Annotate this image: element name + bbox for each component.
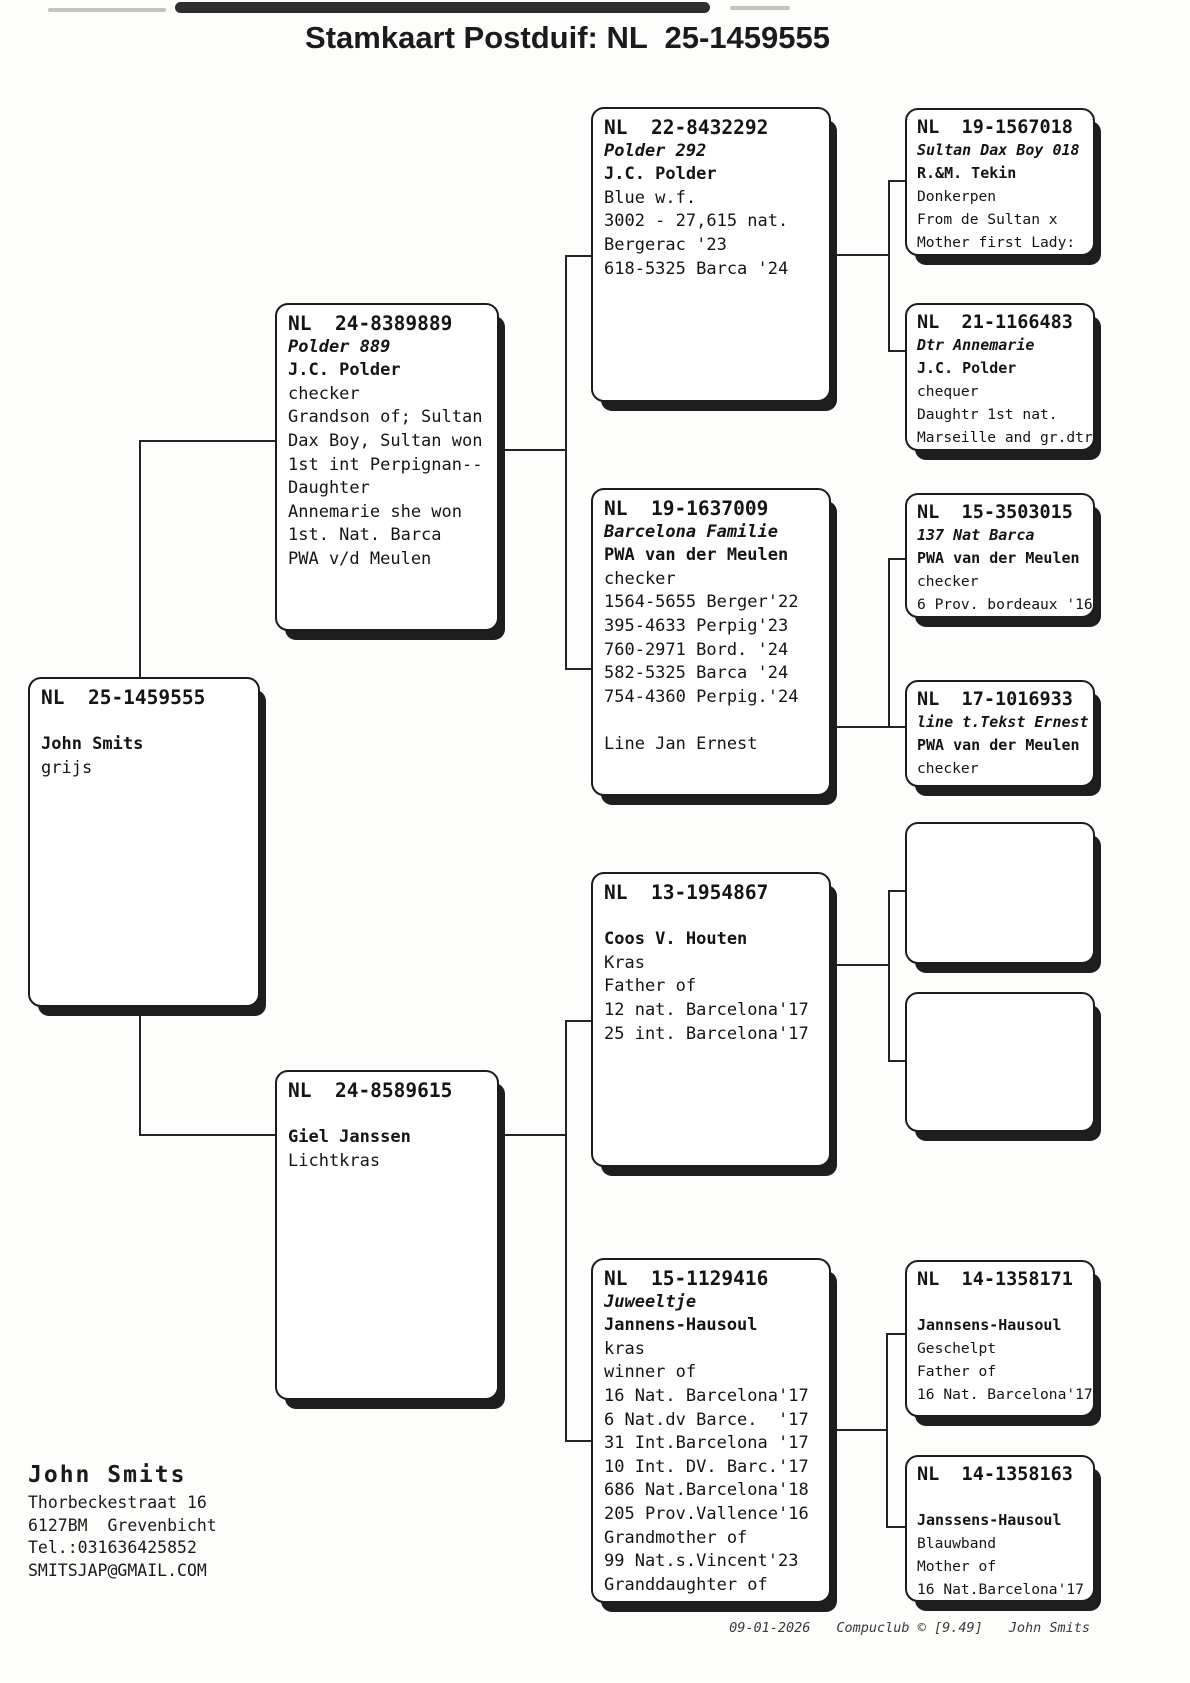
pedigree-row: winner of: [604, 1362, 697, 1383]
connector-line: [888, 726, 905, 728]
pedigree-box-nl-13-1954867: [591, 872, 831, 1167]
pedigree-row: NL 19-1637009: [604, 497, 769, 520]
pedigree-row: NL 15-1129416: [604, 1267, 769, 1290]
pedigree-row: Janssens-Hausoul: [917, 1511, 1062, 1529]
pedigree-row: grijs: [41, 757, 93, 778]
connector-line: [886, 1333, 905, 1335]
pedigree-row: Mother of: [917, 1558, 997, 1575]
pedigree-row: 6 Nat.dv Barce. '17: [604, 1409, 809, 1430]
pedigree-row: [917, 1486, 1083, 1509]
pedigree-row: Juweeltje: [604, 1291, 697, 1312]
pedigree-box-nl-15-3503015: [905, 493, 1095, 618]
pedigree-row: Blauwband: [917, 1535, 997, 1552]
pedigree-row: PWA van der Meulen: [604, 545, 789, 566]
pedigree-box-dam-nl-24-8589615: [275, 1070, 499, 1400]
pedigree-row: 1564-5655 Berger'22: [604, 592, 799, 613]
pedigree-row: PWA van der Meulen: [917, 549, 1080, 567]
pedigree-row: line t.Tekst Ernest: [917, 713, 1089, 731]
pedigree-row: NL 21-1166483: [917, 312, 1073, 333]
pedigree-row: 16 Nat.Barcelona'17: [917, 1581, 1084, 1598]
owner-address-line1: Thorbeckestraat 16: [28, 1493, 207, 1512]
pedigree-row: 395-4633 Perpig'23: [604, 615, 789, 636]
pedigree-row: checker: [604, 568, 676, 589]
pedigree-row: John Smits: [41, 734, 144, 755]
pedigree-row: Daughtr 1st nat.: [917, 406, 1058, 423]
pedigree-box-nl-14-1358171: [905, 1260, 1095, 1417]
pedigree-row: Daughter: [288, 478, 370, 499]
pedigree-row: checker: [917, 760, 979, 777]
pedigree-row: [41, 710, 247, 734]
pedigree-row: J.C. Polder: [917, 359, 1017, 377]
pedigree-row: Annemarie she won: [288, 501, 462, 522]
pedigree-row: Grandmother of: [604, 1527, 748, 1548]
connector-line: [565, 1020, 591, 1022]
connector-line: [886, 1333, 888, 1528]
connector-line: [831, 964, 889, 966]
pedigree-row: 760-2971 Bord. '24: [604, 639, 789, 660]
pedigree-row: J.C. Polder: [288, 360, 401, 381]
scan-artifact-streak: [730, 6, 790, 10]
pedigree-box-nl-19-1637009: [591, 488, 831, 796]
pedigree-row: Sultan Dax Boy 018: [917, 141, 1080, 159]
pedigree-box-nl-15-1129416: [591, 1258, 831, 1603]
pedigree-box-sire-nl-24-8389889: [275, 303, 499, 631]
pedigree-row: Line Jan Ernest: [604, 733, 758, 754]
pedigree-row: 1st int Perpignan--: [288, 454, 483, 475]
connector-line: [565, 668, 591, 670]
connector-line: [888, 890, 905, 892]
pedigree-row: [917, 1291, 1083, 1314]
pedigree-row: NL 25-1459555: [41, 686, 206, 709]
pedigree-row: Dax Boy, Sultan won: [288, 430, 483, 451]
pedigree-box-empty-top: [905, 822, 1095, 964]
footer-date: 09-01-2026: [729, 1620, 811, 1636]
connector-line: [139, 440, 275, 442]
pedigree-row: NL 19-1567018: [917, 117, 1073, 138]
pedigree-row: NL 14-1358171: [917, 1269, 1073, 1290]
pedigree-row: NL 13-1954867: [604, 881, 769, 904]
pedigree-row: NL 24-8589615: [288, 1079, 453, 1102]
pedigree-row: Barcelona Familie: [604, 521, 778, 542]
connector-line: [888, 350, 905, 352]
owner-name: John Smits: [28, 1462, 187, 1488]
pedigree-row: Polder 292: [604, 140, 707, 161]
pedigree-row: 205 Prov.Vallence'16: [604, 1503, 809, 1524]
pedigree-row: 582-5325 Barca '24: [604, 663, 789, 684]
footer-owner: John Smits: [1008, 1620, 1090, 1636]
pedigree-row: 6 Prov. bordeaux '16: [917, 596, 1093, 613]
scan-artifact-streak: [48, 8, 166, 12]
pedigree-row: 31 Int.Barcelona '17: [604, 1433, 809, 1454]
pedigree-row: J.C. Polder: [604, 164, 717, 185]
pedigree-row: From de Sultan x: [917, 211, 1058, 228]
pedigree-row: 618-5325 Barca '24: [604, 258, 789, 279]
pedigree-row: 25 int. Barcelona'17: [604, 1023, 809, 1044]
pedigree-box-subject-nl-25-1459555: [28, 677, 260, 1007]
pedigree-row: 137 Nat Barca: [917, 526, 1035, 544]
connector-line: [886, 1526, 905, 1528]
pedigree-row: Father of: [917, 1363, 997, 1380]
pedigree-row: PWA v/d Meulen: [288, 548, 432, 569]
pedigree-box-nl-21-1166483: [905, 303, 1095, 451]
pedigree-row: 754-4360 Perpig.'24: [604, 686, 799, 707]
pedigree-row: NL 17-1016933: [917, 689, 1073, 710]
connector-line: [565, 1440, 591, 1442]
pedigree-row: Granddaughter of: [604, 1574, 768, 1595]
pedigree-row: Kras: [604, 952, 645, 973]
connector-line: [831, 254, 889, 256]
owner-address-line2: 6127BM Grevenbicht: [28, 1515, 217, 1535]
pedigree-row: Bergerac '23: [604, 234, 727, 255]
pedigree-row: Dtr Annemarie: [917, 336, 1035, 354]
connector-line: [888, 558, 905, 560]
pedigree-row: Mother first Lady:: [917, 234, 1076, 251]
pedigree-row: Jannens-Hausoul: [604, 1315, 758, 1336]
pedigree-box-nl-22-8432292: [591, 107, 831, 402]
owner-phone: Tel.:031636425852: [28, 1538, 197, 1557]
pedigree-row: NL 14-1358163: [917, 1464, 1073, 1485]
owner-block: [28, 1458, 217, 1582]
pedigree-row: checker: [917, 573, 979, 590]
pedigree-row: checker: [288, 383, 360, 404]
pedigree-row: Lichtkras: [288, 1150, 381, 1171]
pedigree-row: Geschelpt: [917, 1340, 997, 1357]
footer: [729, 1620, 1090, 1636]
pedigree-row: [604, 709, 818, 733]
pedigree-row: 99 Nat.s.Vincent'23: [604, 1551, 799, 1572]
pedigree-box-empty-bottom: [905, 992, 1095, 1132]
pedigree-row: 12 nat. Barcelona'17: [604, 999, 809, 1020]
pedigree-row: 16 Nat. Barcelona'17: [604, 1385, 809, 1406]
pedigree-row: NL 15-3503015: [917, 502, 1073, 523]
pedigree-row: PWA van der Meulen: [917, 736, 1080, 754]
pedigree-row: NL 24-8389889: [288, 312, 453, 335]
pedigree-row: 16 Nat. Barcelona'17: [917, 1386, 1093, 1403]
pedigree-row: 10 Int. DV. Barc.'17: [604, 1456, 809, 1477]
pedigree-box-nl-17-1016933: [905, 680, 1095, 787]
pedigree-row: Donkerpen: [917, 188, 997, 205]
connector-line: [565, 255, 567, 670]
connector-line: [565, 1020, 567, 1442]
pedigree-row: Grandson of; Sultan: [288, 407, 483, 428]
pedigree-row: 3002 - 27,615 nat.: [604, 211, 789, 232]
connector-line: [499, 449, 567, 451]
connector-line: [565, 255, 591, 257]
pedigree-row: [288, 1103, 486, 1127]
pedigree-row: Marseille and gr.dtr: [917, 429, 1093, 446]
pedigree-row: Blue w.f.: [604, 187, 697, 208]
connector-line: [139, 1005, 141, 1136]
connector-line: [888, 180, 905, 182]
connector-line: [831, 1429, 887, 1431]
pedigree-row: kras: [604, 1338, 645, 1359]
scan-artifact-bar: [175, 2, 710, 13]
pedigree-box-nl-19-1567018: [905, 108, 1095, 256]
pedigree-row: Polder 889: [288, 336, 391, 357]
pedigree-row: [604, 905, 818, 929]
pedigree-row: chequer: [917, 383, 979, 400]
connector-line: [139, 1134, 275, 1136]
connector-line: [499, 1134, 567, 1136]
pedigree-row: Giel Janssen: [288, 1127, 411, 1148]
connector-line: [831, 726, 889, 728]
pedigree-row: NL 22-8432292: [604, 116, 769, 139]
connector-line: [888, 890, 890, 1062]
pedigree-row: Father of: [604, 976, 697, 997]
pedigree-row: R.&M. Tekin: [917, 164, 1017, 182]
connector-line: [139, 440, 141, 679]
pedigree-box-nl-14-1358163: [905, 1455, 1095, 1602]
pedigree-row: Jannsens-Hausoul: [917, 1316, 1062, 1334]
connector-line: [888, 558, 890, 728]
pedigree-row: Coos V. Houten: [604, 929, 748, 950]
pedigree-row: 1st. Nat. Barca: [288, 525, 442, 546]
footer-software: Compuclub © [9.49]: [836, 1620, 983, 1636]
connector-line: [888, 1060, 905, 1062]
owner-email: SMITSJAP@GMAIL.COM: [28, 1560, 207, 1580]
connector-line: [888, 180, 890, 352]
page-title: Stamkaart Postduif: NL 25-1459555: [305, 20, 830, 55]
pedigree-row: 686 Nat.Barcelona'18: [604, 1480, 809, 1501]
